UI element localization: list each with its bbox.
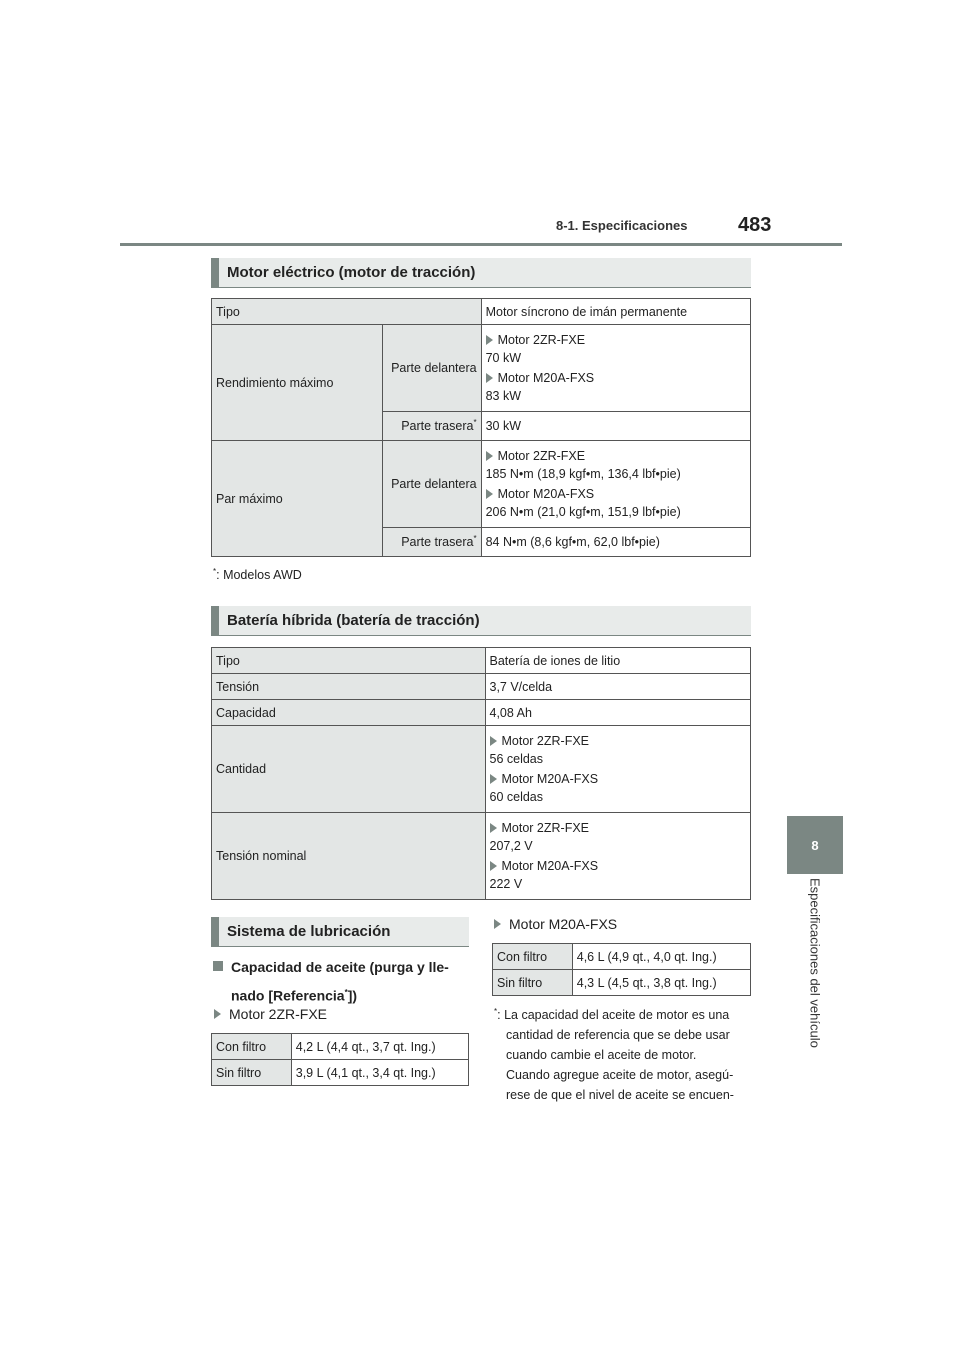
- chapter-number: 8: [811, 837, 819, 853]
- footnote-capacidad-aceite: *: La capacidad del aceite de motor es una cantidad de referencia que se debe usar cuando cambie el aceite de motor. Cuando agregue aceite de motor, asegú- rese de que el nivel de aceite se encuen-: [494, 1007, 734, 1103]
- table-cell: 4,6 L (4,9 qt., 4,0 qt. Ing.): [572, 944, 750, 970]
- table-cell: Rendimiento máximo: [212, 325, 383, 441]
- table-cell: 84 N•m (8,6 kgf•m, 62,0 lbf•pie): [481, 528, 750, 557]
- triangle-bullet-icon: [490, 861, 497, 871]
- triangle-bullet-icon: [486, 335, 493, 345]
- triangle-bullet-icon: [486, 373, 493, 383]
- list-item: Motor 2ZR-FXE: [490, 821, 747, 835]
- triangle-bullet-icon: [486, 451, 493, 461]
- footnote-awd: *: Modelos AWD: [213, 567, 302, 583]
- table-cell: Par máximo: [212, 441, 383, 557]
- list-item: 206 N•m (21,0 kgf•m, 151,9 lbf•pie): [485, 505, 681, 519]
- motor-label-m20a: Motor M20A-FXS: [494, 916, 617, 932]
- table-aceite-2zr: [211, 1033, 469, 1086]
- chapter-tab[interactable]: [787, 816, 843, 874]
- table-bateria: [211, 647, 751, 900]
- list-item: 83 kW: [485, 389, 522, 403]
- section-title-lubricacion: Sistema de lubricación: [211, 917, 469, 947]
- list-item: 185 N•m (18,9 kgf•m, 136,4 lbf•pie): [485, 467, 681, 481]
- table-row: [212, 700, 751, 726]
- table-cell: Batería de iones de litio: [485, 648, 751, 674]
- table-cell: 4,08 Ah: [485, 700, 751, 726]
- table-row: [212, 441, 751, 528]
- table-row: [212, 1034, 469, 1060]
- table-cell: 30 kW: [481, 412, 750, 441]
- list-item: Motor M20A-FXS: [486, 487, 746, 501]
- table-row: [212, 1060, 469, 1086]
- table-cell: [485, 813, 751, 900]
- table-cell: Sin filtro: [493, 970, 573, 996]
- table-motor-electrico: [211, 298, 751, 557]
- table-row: [212, 813, 751, 900]
- table-row: [212, 299, 751, 325]
- list-item: 56 celdas: [489, 752, 544, 766]
- table-cell: 3,7 V/celda: [485, 674, 751, 700]
- list-item: Motor 2ZR-FXE: [490, 734, 747, 748]
- triangle-bullet-icon: [490, 774, 497, 784]
- table-cell: 4,3 L (4,5 qt., 3,8 qt. Ing.): [572, 970, 750, 996]
- table-cell: Parte trasera*: [382, 412, 481, 441]
- list-item: Motor M20A-FXS: [490, 772, 747, 786]
- table-cell: Motor síncrono de imán permanente: [481, 299, 750, 325]
- list-item: Motor 2ZR-FXE: [486, 449, 746, 463]
- motor-label-2zr: Motor 2ZR-FXE: [214, 1006, 327, 1022]
- chapter-label: Especificaciones del vehículo: [807, 878, 823, 1048]
- table-row: [212, 648, 751, 674]
- section-title-bateria: Batería híbrida (batería de tracción): [211, 606, 751, 636]
- triangle-bullet-icon: [490, 823, 497, 833]
- table-cell: Tipo: [212, 648, 486, 674]
- table-row: [493, 970, 751, 996]
- table-cell: Parte trasera*: [382, 528, 481, 557]
- triangle-bullet-icon: [490, 736, 497, 746]
- list-item: 207,2 V: [489, 839, 533, 853]
- table-cell: Tensión: [212, 674, 486, 700]
- subheading-capacidad-aceite: Capacidad de aceite (purga y lle- nado [Referencia*]): [213, 954, 469, 1009]
- list-item: Motor M20A-FXS: [486, 371, 746, 385]
- table-cell: Capacidad: [212, 700, 486, 726]
- page-number: 483: [738, 214, 772, 236]
- table-row: [493, 944, 751, 970]
- table-row: [212, 674, 751, 700]
- table-aceite-m20a: [492, 943, 751, 996]
- table-cell: [485, 726, 751, 813]
- list-item: 222 V: [489, 877, 523, 891]
- triangle-bullet-icon: [214, 1009, 221, 1019]
- table-cell: 3,9 L (4,1 qt., 3,4 qt. Ing.): [291, 1060, 468, 1086]
- table-cell: 4,2 L (4,4 qt., 3,7 qt. Ing.): [291, 1034, 468, 1060]
- square-bullet-icon: [213, 961, 223, 971]
- table-cell: Con filtro: [212, 1034, 292, 1060]
- section-title-motor-electrico: Motor eléctrico (motor de tracción): [211, 258, 751, 288]
- table-cell: [481, 325, 750, 412]
- triangle-bullet-icon: [486, 489, 493, 499]
- header-rule: [120, 243, 842, 246]
- table-cell: Tensión nominal: [212, 813, 486, 900]
- table-cell: Cantidad: [212, 726, 486, 813]
- triangle-bullet-icon: [494, 919, 501, 929]
- table-row: [212, 325, 751, 412]
- list-item: 60 celdas: [489, 790, 544, 804]
- table-cell: Parte delantera: [382, 441, 481, 528]
- section-header: 8-1. Especificaciones: [556, 218, 688, 233]
- table-cell: Sin filtro: [212, 1060, 292, 1086]
- table-cell: Parte delantera: [382, 325, 481, 412]
- list-item: 70 kW: [485, 351, 522, 365]
- table-cell: [481, 441, 750, 528]
- list-item: Motor M20A-FXS: [490, 859, 747, 873]
- table-row: [212, 726, 751, 813]
- table-cell: Con filtro: [493, 944, 573, 970]
- list-item: Motor 2ZR-FXE: [486, 333, 746, 347]
- table-cell: Tipo: [212, 299, 482, 325]
